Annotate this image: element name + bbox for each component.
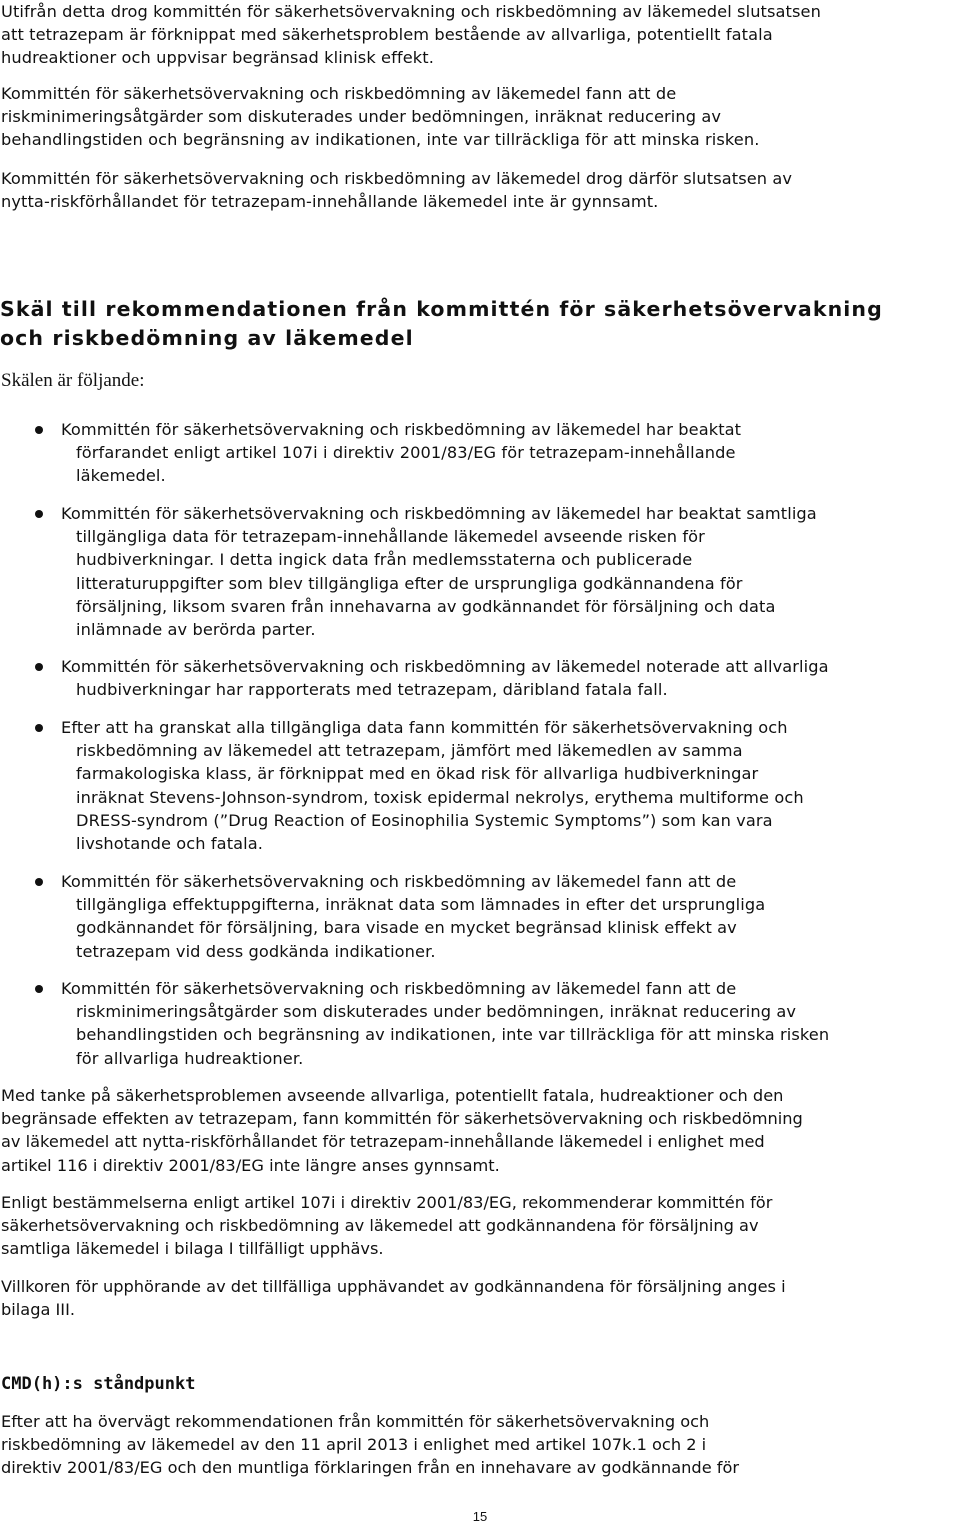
text-line: artikel 116 i direktiv 2001/83/EG inte längre anses gynnsamt. bbox=[1, 1155, 500, 1175]
text-line: Villkoren för upphörande av det tillfälliga upphävandet av godkännandena för försäljning anges i bbox=[1, 1277, 786, 1296]
text-line: nytta-riskförhållandet för tetrazepam-innehållande läkemedel inte är gynnsamt. bbox=[1, 192, 659, 212]
text-line: Efter att ha granskat alla tillgängliga data fann kommittén för säkerhetsövervakning och bbox=[61, 718, 788, 737]
heading-line: och riskbedömning av läkemedel bbox=[0, 326, 414, 350]
text-line: förfarandet enligt artikel 107i i direktiv 2001/83/EG för tetrazepam-innehållande bbox=[76, 443, 736, 463]
bullet-icon bbox=[35, 985, 43, 993]
bullet-icon bbox=[35, 426, 43, 434]
text-line: begränsade effekten av tetrazepam, fann kommittén för säkerhetsövervakning och riskbedömning bbox=[1, 1109, 803, 1129]
text-line: hudbiverkningar har rapporterats med tetrazepam, däribland fatala fall. bbox=[76, 680, 668, 700]
paragraph-risk-measures bbox=[1, 82, 951, 152]
text-line: behandlingstiden och begränsning av indikationen, inte var tillräckliga för att minska risken. bbox=[1, 130, 760, 150]
text-line: försäljning, liksom svaren från innehavarna av godkännandet för försäljning och data bbox=[76, 596, 776, 616]
list-item-text bbox=[61, 870, 956, 963]
text-line: Kommittén för säkerhetsövervakning och riskbedömning av läkemedel fann att de bbox=[1, 84, 677, 103]
cmdh-heading: CMD(h):s ståndpunkt bbox=[1, 1374, 196, 1394]
text-line: Med tanke på säkerhetsproblemen avseende allvarliga, potentiellt fatala, hudreaktioner och den bbox=[1, 1086, 784, 1105]
text-line: tillgängliga effektuppgifterna, inräknat data som lämnades in efter det ursprungliga bbox=[76, 895, 766, 915]
list-item-text bbox=[61, 418, 956, 488]
page-number: 15 bbox=[472, 1509, 488, 1524]
text-line: riskminimeringsåtgärder som diskuterades under bedömningen, inräknat reducering av bbox=[1, 107, 722, 127]
paragraph-benefit-risk bbox=[1, 167, 951, 213]
list-item-text bbox=[61, 716, 956, 855]
list-item-text bbox=[61, 502, 956, 641]
text-line: Efter att ha övervägt rekommendationen från kommittén för säkerhetsövervakning och bbox=[1, 1412, 710, 1431]
text-line: inräknat Stevens-Johnson-syndrom, toxisk epidermal nekrolys, erythema multiforme och bbox=[76, 787, 804, 807]
text-line: riskbedömning av läkemedel av den 11 april 2013 i enlighet med artikel 107k.1 och 2 i bbox=[1, 1435, 707, 1455]
text-line: livshotande och fatala. bbox=[76, 834, 264, 854]
text-line: tetrazepam vid dess godkända indikationer. bbox=[76, 941, 436, 961]
text-line: säkerhetsövervakning och riskbedömning av läkemedel att godkännandena för försäljning av bbox=[1, 1216, 759, 1236]
text-line: DRESS-syndrom (”Drug Reaction of Eosinophilia Systemic Symptoms”) som kan vara bbox=[76, 810, 773, 830]
text-line: Kommittén för säkerhetsövervakning och riskbedömning av läkemedel noterade att allvarliga bbox=[61, 657, 829, 676]
paragraph-conditions bbox=[1, 1275, 951, 1321]
text-line: samtliga läkemedel i bilaga I tillfälligt upphävs. bbox=[1, 1239, 384, 1259]
paragraph-cmdh-position bbox=[1, 1410, 951, 1480]
text-line: litteraturuppgifter som blev tillgängliga efter de ursprungliga godkännandena för bbox=[76, 573, 743, 593]
text-line: hudreaktioner och uppvisar begränsad klinisk effekt. bbox=[1, 48, 434, 68]
text-line: direktiv 2001/83/EG och den muntliga förklaringen från en innehavare av godkännande för bbox=[1, 1458, 740, 1478]
text-line: riskminimeringsåtgärder som diskuterades under bedömningen, inräknat reducering av bbox=[76, 1002, 797, 1022]
text-line: inlämnade av berörda parter. bbox=[76, 620, 316, 640]
text-line: godkännandet för försäljning, bara visade en mycket begränsad klinisk effekt av bbox=[76, 918, 737, 938]
text-line: hudbiverkningar. I detta ingick data från medlemsstaterna och publicerade bbox=[76, 550, 693, 570]
section-heading bbox=[0, 295, 955, 353]
text-line: Enligt bestämmelserna enligt artikel 107i i direktiv 2001/83/EG, rekommenderar kommittén för bbox=[1, 1193, 773, 1212]
paragraph-safety-concerns bbox=[1, 1084, 951, 1177]
text-line: Kommittén för säkerhetsövervakning och riskbedömning av läkemedel fann att de bbox=[61, 979, 737, 998]
text-line: läkemedel. bbox=[76, 466, 166, 486]
paragraph-conclusion bbox=[1, 0, 951, 70]
text-line: Kommittén för säkerhetsövervakning och riskbedömning av läkemedel har beaktat samtliga bbox=[61, 504, 817, 523]
reasons-intro: Skälen är följande: bbox=[1, 370, 145, 391]
text-line: av läkemedel att nytta-riskförhållandet för tetrazepam-innehållande läkemedel i enlighet med bbox=[1, 1132, 765, 1152]
list-item-text bbox=[61, 977, 956, 1070]
text-line: att tetrazepam är förknippat med säkerhetsproblem bestående av allvarliga, potentiellt fatala bbox=[1, 25, 773, 45]
bullet-icon bbox=[35, 663, 43, 671]
bullet-icon bbox=[35, 724, 43, 732]
text-line: Kommittén för säkerhetsövervakning och riskbedömning av läkemedel fann att de bbox=[61, 872, 737, 891]
text-line: riskbedömning av läkemedel att tetrazepam, jämfört med läkemedlen av samma bbox=[76, 741, 743, 761]
heading-line: Skäl till rekommendationen från kommittén för säkerhetsövervakning bbox=[0, 297, 883, 321]
text-line: farmakologiska klass, är förknippat med en ökad risk för allvarliga hudbiverkningar bbox=[76, 764, 759, 784]
text-line: Utifrån detta drog kommittén för säkerhetsövervakning och riskbedömning av läkemedel slutsatsen bbox=[1, 2, 821, 21]
bullet-icon bbox=[35, 510, 43, 518]
text-line: Kommittén för säkerhetsövervakning och riskbedömning av läkemedel drog därför slutsatsen av bbox=[1, 169, 793, 188]
text-line: för allvarliga hudreaktioner. bbox=[76, 1048, 304, 1068]
text-line: Kommittén för säkerhetsövervakning och riskbedömning av läkemedel har beaktat bbox=[61, 420, 742, 439]
text-line: tillgängliga data för tetrazepam-innehållande läkemedel avseende risken för bbox=[76, 527, 705, 547]
list-item-text bbox=[61, 655, 956, 701]
paragraph-recommendation bbox=[1, 1191, 951, 1261]
text-line: bilaga III. bbox=[1, 1300, 75, 1320]
text-line: behandlingstiden och begränsning av indikationen, inte var tillräckliga för att minska risken bbox=[76, 1025, 830, 1045]
bullet-icon bbox=[35, 878, 43, 886]
